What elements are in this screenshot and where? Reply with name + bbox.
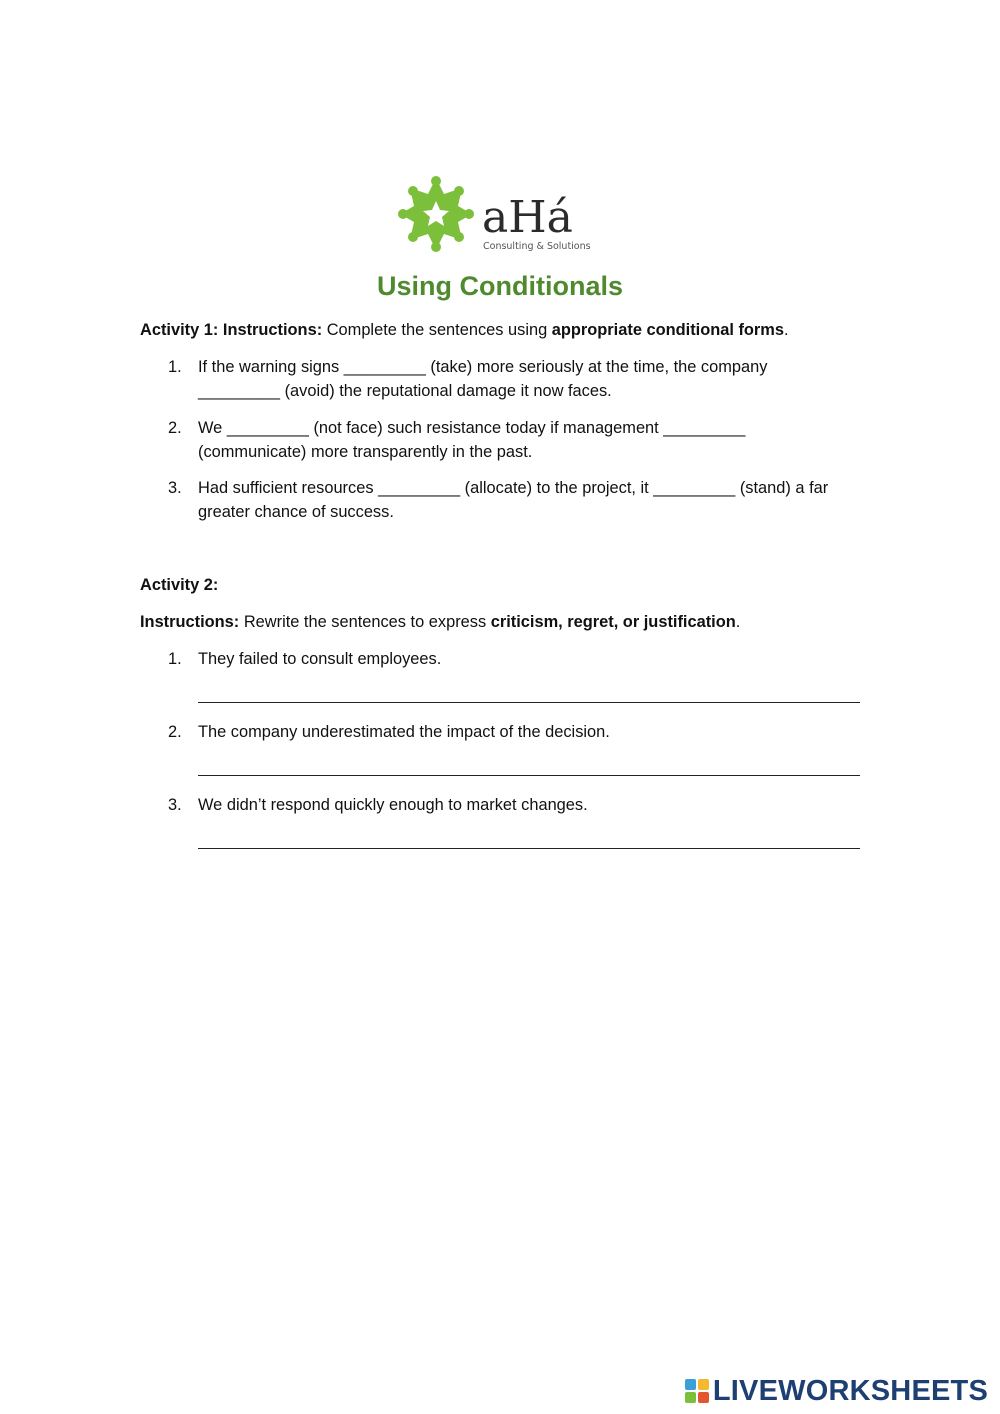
- company-logo: [396, 174, 606, 256]
- activity1-instruction-pre: Complete the sentences using: [322, 321, 552, 339]
- answer-line[interactable]: [198, 775, 860, 776]
- item-text-line: We _________ (not face) such resistance today if management _________: [198, 419, 746, 437]
- item-text-line: The company underestimated the impact of the decision.: [198, 723, 610, 741]
- item-number: 2.: [168, 723, 182, 741]
- item-number: 2.: [168, 419, 182, 437]
- logo-name: aHá: [482, 192, 573, 243]
- item-number: 1.: [168, 650, 182, 668]
- item-text-line: greater chance of success.: [198, 503, 394, 521]
- activity2-heading-text: Activity 2:: [140, 576, 219, 594]
- activity2-label: Instructions:: [140, 613, 240, 631]
- logo-tagline: Consulting & Solutions: [483, 241, 591, 252]
- item-number: 3.: [168, 796, 182, 814]
- answer-line[interactable]: [198, 702, 860, 703]
- item-number: 1.: [168, 358, 182, 376]
- item-text-line: We didn’t respond quickly enough to market changes.: [198, 796, 588, 814]
- activity1-instruction-post: .: [784, 321, 789, 339]
- activity1-label: Activity 1: Instructions:: [140, 321, 323, 339]
- liveworksheets-icon: [685, 1379, 709, 1403]
- activity2-instruction-post: .: [735, 613, 741, 631]
- activity2-instruction-pre: Rewrite the sentences to express: [239, 613, 491, 631]
- item-text-line: If the warning signs _________ (take) more seriously at the time, the company: [198, 358, 768, 376]
- answer-line[interactable]: [198, 848, 860, 849]
- item-text-line: They failed to consult employees.: [198, 650, 442, 668]
- activity2-heading: [140, 573, 870, 597]
- liveworksheets-brand: [685, 1374, 988, 1408]
- activity2-instruction: [140, 610, 870, 634]
- page-title: Using Conditionals: [377, 271, 623, 301]
- liveworksheets-text: LIVEWORKSHEETS: [712, 1375, 988, 1407]
- activity1-instruction: [140, 318, 870, 342]
- item-text-line: Had sufficient resources _________ (allocate) to the project, it _________ (stand) a far: [198, 479, 829, 497]
- gear-star-icon: [398, 176, 474, 252]
- activity2-instruction-bold: criticism, regret, or justification: [490, 613, 736, 631]
- item-text-line: _________ (avoid) the reputational damage it now faces.: [198, 382, 612, 400]
- activity1-instruction-bold: appropriate conditional forms: [551, 321, 784, 339]
- item-number: 3.: [168, 479, 182, 497]
- item-text-line: (communicate) more transparently in the past.: [198, 443, 533, 461]
